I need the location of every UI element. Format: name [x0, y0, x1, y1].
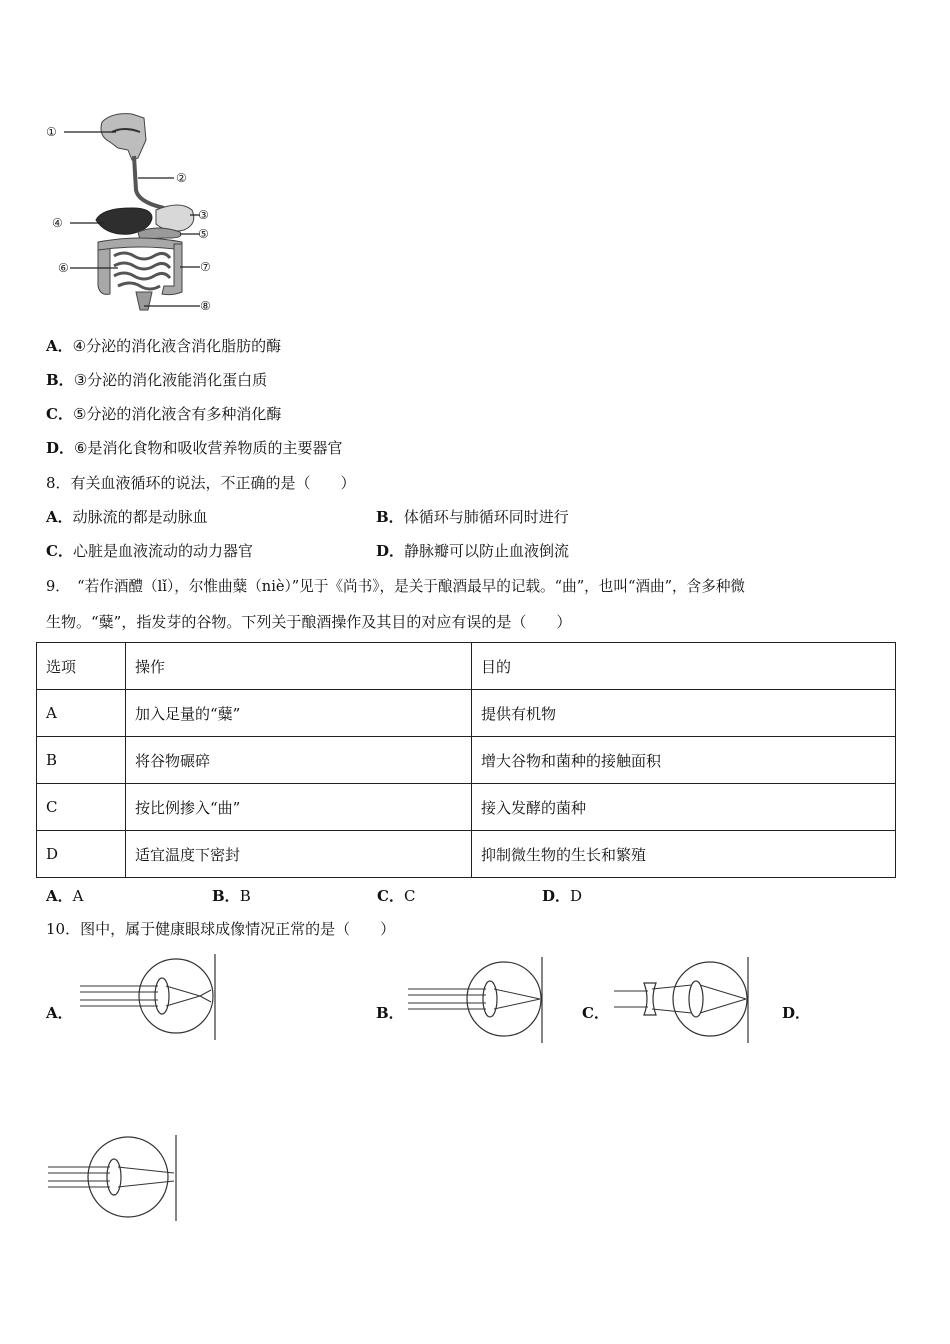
q7-option-b: B．③分泌的消化液能消化蛋白质	[46, 371, 268, 389]
table-cell: A	[37, 690, 126, 737]
table-row	[37, 784, 896, 831]
table-header-row	[37, 643, 896, 690]
q9-table	[36, 642, 896, 878]
header-cell: 目的	[472, 643, 896, 690]
fig-label-7: ⑦	[200, 260, 211, 274]
table-cell: 将谷物碾碎	[126, 737, 472, 784]
eye-diagram-a	[80, 952, 220, 1042]
fig-label-4: ④	[52, 216, 63, 230]
q7-option-d: D．⑥是消化食物和吸收营养物质的主要器官	[46, 439, 343, 457]
q8-option-a: A．动脉流的都是动脉血	[46, 508, 208, 526]
table-cell: 按比例掺入“曲”	[126, 784, 472, 831]
table-cell: C	[37, 784, 126, 831]
table-cell: 抑制微生物的生长和繁殖	[472, 831, 896, 878]
table-row	[37, 690, 896, 737]
q7-option-c: C．⑤分泌的消化液含有多种消化酶	[46, 405, 282, 423]
q8-option-c: C．心脏是血液流动的动力器官	[46, 542, 253, 560]
table-row	[37, 737, 896, 784]
q8-stem: 8．有关血液循环的说法，不正确的是（ ）	[46, 474, 356, 492]
table-cell: 接入发酵的菌种	[472, 784, 896, 831]
table-cell: D	[37, 831, 126, 878]
q10-option-c-label: C．	[582, 1004, 609, 1022]
fig-label-5: ⑤	[198, 227, 209, 241]
eye-diagram-c	[614, 955, 754, 1045]
table-cell: 适宜温度下密封	[126, 831, 472, 878]
eye-diagram-b	[408, 955, 548, 1045]
table-cell: 提供有机物	[472, 690, 896, 737]
q9-option-d: D．D	[542, 887, 583, 905]
q9-option-a: A．A	[46, 887, 84, 905]
fig-label-6: ⑥	[58, 261, 69, 275]
q10-option-d-label: D．	[782, 1004, 811, 1022]
fig-label-8: ⑧	[200, 299, 211, 313]
eye-diagram-d	[48, 1133, 188, 1223]
q9-stem-line2: 生物。“糵”，指发芽的谷物。下列关于酿酒操作及其目的对应有误的是（ ）	[46, 613, 572, 631]
header-cell: 操作	[126, 643, 472, 690]
q10-option-b-label: B．	[376, 1004, 404, 1022]
table-cell: 增大谷物和菌种的接触面积	[472, 737, 896, 784]
fig-label-1: ①	[46, 125, 57, 139]
table-cell: B	[37, 737, 126, 784]
q8-option-d: D．静脉瓣可以防止血液倒流	[376, 542, 570, 560]
q9-option-c: C．C	[377, 887, 416, 905]
table-row	[37, 831, 896, 878]
digestive-system-figure	[40, 110, 240, 320]
q10-option-a-label: A．	[46, 1004, 73, 1022]
q9-stem-line1: 9． “若作酒醴（lǐ），尔惟曲糵（niè）”见于《尚书》，是关于酿酒最早的记载。“曲”，也叫“酒曲”，含多种微	[46, 578, 746, 595]
q9-option-b: B．B	[212, 887, 251, 905]
fig-label-3: ③	[198, 208, 209, 222]
q10-stem: 10．图中，属于健康眼球成像情况正常的是（ ）	[46, 920, 396, 938]
q8-option-b: B．体循环与肺循环同时进行	[376, 508, 569, 526]
q7-option-a: A．④分泌的消化液含消化脂肪的酶	[46, 337, 282, 355]
header-cell: 选项	[37, 643, 126, 690]
table-cell: 加入足量的“糵”	[126, 690, 472, 737]
fig-label-2: ②	[176, 171, 187, 185]
